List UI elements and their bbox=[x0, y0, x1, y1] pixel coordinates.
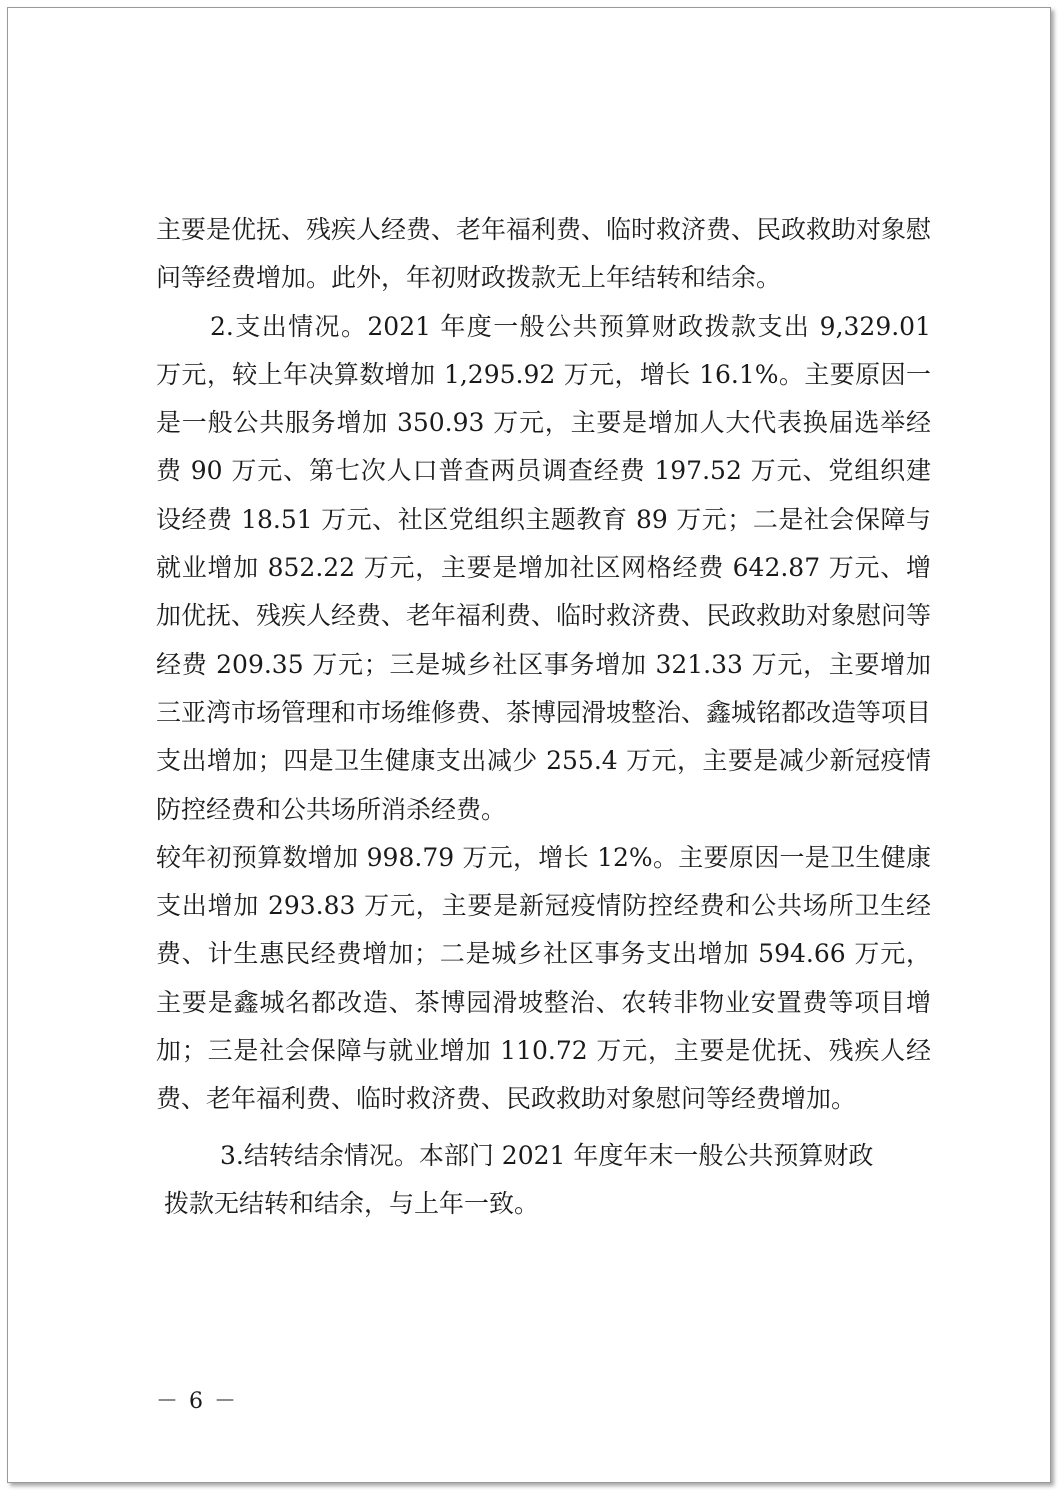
paragraph-carryover-line1: 3.结转结余情况。本部门 2021 年度年末一般公共预算财政 bbox=[220, 1140, 874, 1170]
paragraph-revenue-tail: 主要是优抚、残疾人经费、老年福利费、临时救济费、民政救助对象慰问等经费增加。此外，年初财政拨款无上年结转和结余。 bbox=[156, 215, 932, 293]
document-body bbox=[156, 206, 931, 1228]
document-page bbox=[7, 7, 1051, 1483]
page-number: － 6 － bbox=[156, 1389, 238, 1414]
paragraph-expenditure: 2.支出情况。2021 年度一般公共预算财政拨款支出 9,329.01 万元，较上年决算数增加 1,295.92 万元，增长 16.1%。主要原因一是一般公共服务增加 350.93 万元，主要是增加人大代表换届选举经费 90 万元、第七次人口普查两员调查经费 197.52 万元、党组织建设经费 18.51 万元、社区党组织主题教育 89 万元；二是社会保障与就业增加 852.22 万元，主要是增加社区网格经费 642.87 万元、增加优抚、残疾人经费、老年福利费、临时救济费、民政救助对象慰问等经费 209.35 万元；三是城乡社区事务增加 321.33 万元，主要增加三亚湾市场管理和市场维修费、茶博园滑坡整治、鑫城铭都改造等项目支出增加；四是卫生健康支出减少 255.4 万元，主要是减少新冠疫情防控经费和公共场所消杀经费。 bbox=[156, 311, 932, 824]
paragraph-carryover-line2: 拨款无结转和结余，与上年一致。 bbox=[164, 1188, 540, 1218]
paragraph-budget-comparison: 较年初预算数增加 998.79 万元，增长 12%。主要原因一是卫生健康支出增加 293.83 万元，主要是新冠疫情防控经费和公共场所卫生经费、计生惠民经费增加；二是城乡社区事务支出增加 594.66 万元，主要是鑫城名都改造、茶博园滑坡整治、农转非物业安置费等项目增加；三是社会保障与就业增加 110.72 万元，主要是优抚、残疾人经费、老年福利费、临时救济费、民政救助对象慰问等经费增加。 bbox=[156, 842, 931, 1114]
